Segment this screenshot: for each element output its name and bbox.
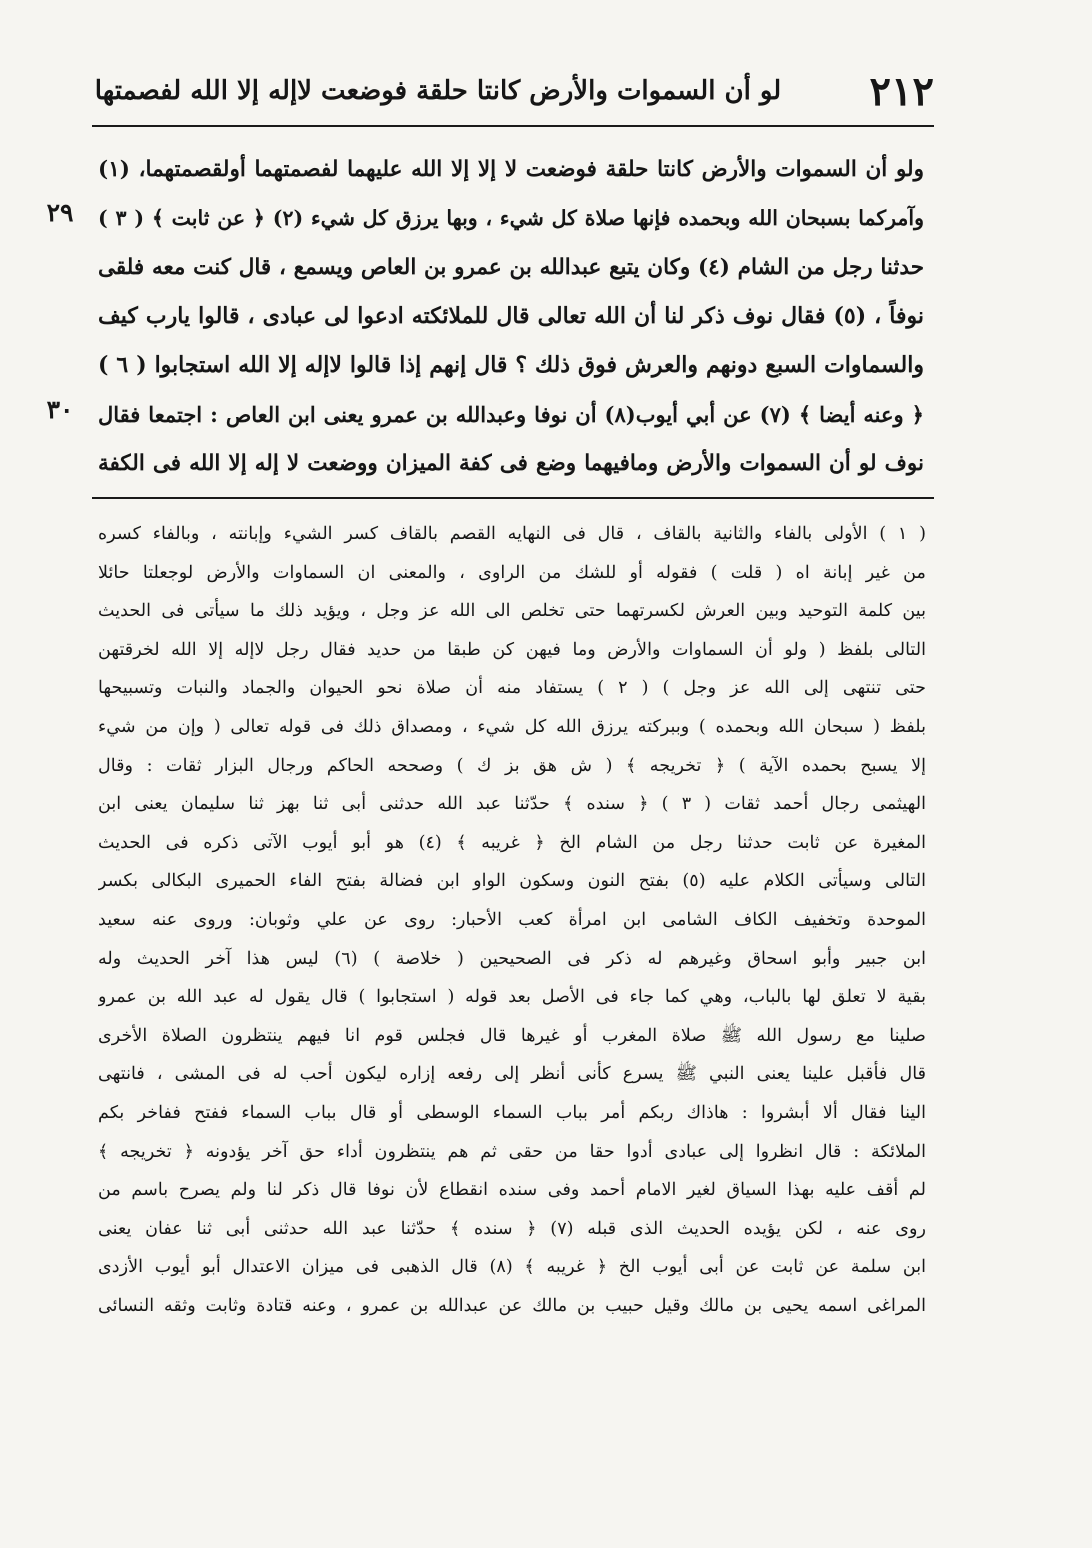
footnote-line: روى عنه ، لكن يؤيده الحديث الذى قبله (٧) ﴿ سنده ﴾ حدّثنا عبد الله حدثنى أبى ثنا عفان يعنى (98, 1218, 926, 1239)
main-line: نوفاً ، (٥) فقال نوف ذكر لنا أن الله تعالى قال للملائكته ادعوا لى عبادى ، قالوا يارب كيف (98, 303, 924, 329)
footnote-line: ابن جبير وأبو اسحاق وغيرهم له ذكر فى الصحيحين ( خلاصة ) (٦) ليس هذا آخر الحديث وله (98, 948, 926, 969)
footnote-line: من غير إبانة اه ( قلت ) فقوله أو للشك من الراوى ، والمعنى ان السماوات والأرض لوجعلتا حائلا (98, 562, 926, 583)
main-line: ﴿ وعنه أيضا ﴾ (٧) عن أبي أيوب(٨) أن نوفا وعبدالله بن عمرو يعنى ابن العاص : اجتمعا فقال (98, 402, 924, 427)
footnote-line: ابن سلمة عن ثابت عن أبى أيوب الخ ﴿ غريبه ﴾ (٨) قال الذهبى فى ميزان الاعتدال أبو أيوب الأزدى (98, 1257, 926, 1278)
page-header (92, 60, 934, 122)
footnote-line: بقية لا تعلق لها بالباب، وهي كما جاء فى الأصل بعد قوله ( استجابوا ) قال يقول له عبد الله بن عمرو (98, 987, 926, 1008)
main-line: نوف لو أن السموات والأرض ومافيهما وضع فى كفة الميزان ووضعت لا إله إلا الله فى الكفة (98, 451, 924, 476)
footnote-separator-rule (92, 497, 934, 499)
header-rule (92, 125, 934, 127)
footnote-line: الملائكة : قال انظروا إلى عبادى أدوا حقا من حقى ثم هم ينتظرون أداء حق آخر يؤدونه ﴿ تخريجه ﴾ (98, 1141, 926, 1162)
main-text (98, 145, 924, 488)
main-line: وآمركما بسبحان الله وبحمده فإنها صلاة كل شيء ، وبها يرزق كل شيء (٢) ﴿ عن ثابت ﴾ ( ٣ ) (98, 206, 924, 230)
main-line: ولو أن السموات والأرض كانتا حلقة فوضعت لا إلا إلا الله عليهما لفصمتهما أولقصمتهما، (١) (98, 157, 924, 182)
page-number: ٢١٢ (869, 68, 934, 115)
footnote-line: لم أقف عليه بهذا السياق لغير الامام أحمد وفى سنده انقطاع لأن نوفا قال ذكر لنا ولم يصرح باسم من (98, 1180, 926, 1201)
footnote-line: التالى بلفظ ( ولو أن السماوات والأرض وما فيهن كن طبقا من حديد فقال رجل لاإله إلا الله لخرقتهن (98, 639, 926, 660)
running-title: لو أن السموات والأرض كانتا حلقة فوضعت لاإله إلا الله لفصمتها (94, 76, 782, 106)
main-line: حدثنا رجل من الشام (٤) وكان يتبع عبدالله بن عمرو بن العاص ويسمع ، قال كنت معه فلقى (98, 255, 924, 280)
main-line: والسماوات السبع دونهم والعرش فوق ذلك ؟ قال إنهم إذا قالوا لاإله إلا الله استجابوا ( ٦ ) (98, 352, 924, 378)
footnote-line: قال فأقبل علينا يعنى النبي ﷺ يسرع كأنى أنظر إلى رفعه إزاره ليكون أحب له فى المشى ، فانتهى (98, 1064, 926, 1085)
hadith-number-30: ٣٠ (46, 395, 74, 424)
footnote-line: التالى وسيأتى الكلام عليه (٥) بفتح النون وسكون الواو ابن فضالة بفتح الفاء الحميرى البكالى بكسر (98, 871, 926, 892)
footnote-line: ( ١ ) الأولى بالفاء والثانية بالقاف ، قال فى النهايه القصم بالقاف كسر الشيء وإبانته ، وبالفاء كسره (98, 524, 926, 544)
footnote-line: الينا فقال ألا أبشروا : هاذاك ربكم أمر بباب السماء الوسطى أو قال بباب السماء ففتح ففاخر بكم (98, 1102, 926, 1123)
hadith-number-29: ٢٩ (46, 198, 74, 227)
footnote-line: صلينا مع رسول الله ﷺ صلاة المغرب أو غيرها قال فجلس قوم انا فيهم ينتظرون الصلاة الأخرى (98, 1025, 926, 1046)
footnote-line: إلا يسبح بحمده الآية ) ﴿ تخريجه ﴾ ( ش هق بز ك ) وصححه الحاكم ورجال البزار ثقات : وقال (98, 755, 926, 776)
footnote-line: المغيرة عن ثابت حدثنا رجل من الشام الخ ﴿ غريبه ﴾ (٤) هو أبو أيوب الآتى ذكره فى الحديث (98, 832, 926, 853)
footnote-line: بلفظ ( سبحان الله وبحمده ) وببركته يرزق الله كل شيء ، ومصداق ذلك فى قوله تعالى ( وإن من شيء (98, 716, 926, 737)
footnote-line: الهيثمى رجال أحمد ثقات ( ٣ ) ﴿ سنده ﴾ حدّثنا عبد الله حدثنى أبى ثنا بهز ثنا سليمان يعنى ابن (98, 794, 926, 815)
footnotes (98, 515, 926, 1325)
footnote-line: حتى تنتهى إلى الله عز وجل ) ( ٢ ) يستفاد منه أن صلاة نحو الحيوان والجماد والنبات وتسبيحها (98, 678, 926, 699)
footnote-line: الموحدة وتخفيف الكاف الشامى ابن امرأة كعب الأحبار: روى عن علي وثوبان: وروى عنه سعيد (98, 909, 926, 930)
footnote-line: المراغى اسمه يحيى بن مالك وقيل حبيب بن مالك عن عبدالله بن عمرو ، وعنه قتادة وثابت وثقه النسائى (98, 1295, 926, 1316)
footnote-line: بين كلمة التوحيد وبين العرش لكسرتهما حتى تخلص الى الله عز وجل ، ويؤيد ذلك ما سيأتى فى الحديث (98, 601, 926, 622)
